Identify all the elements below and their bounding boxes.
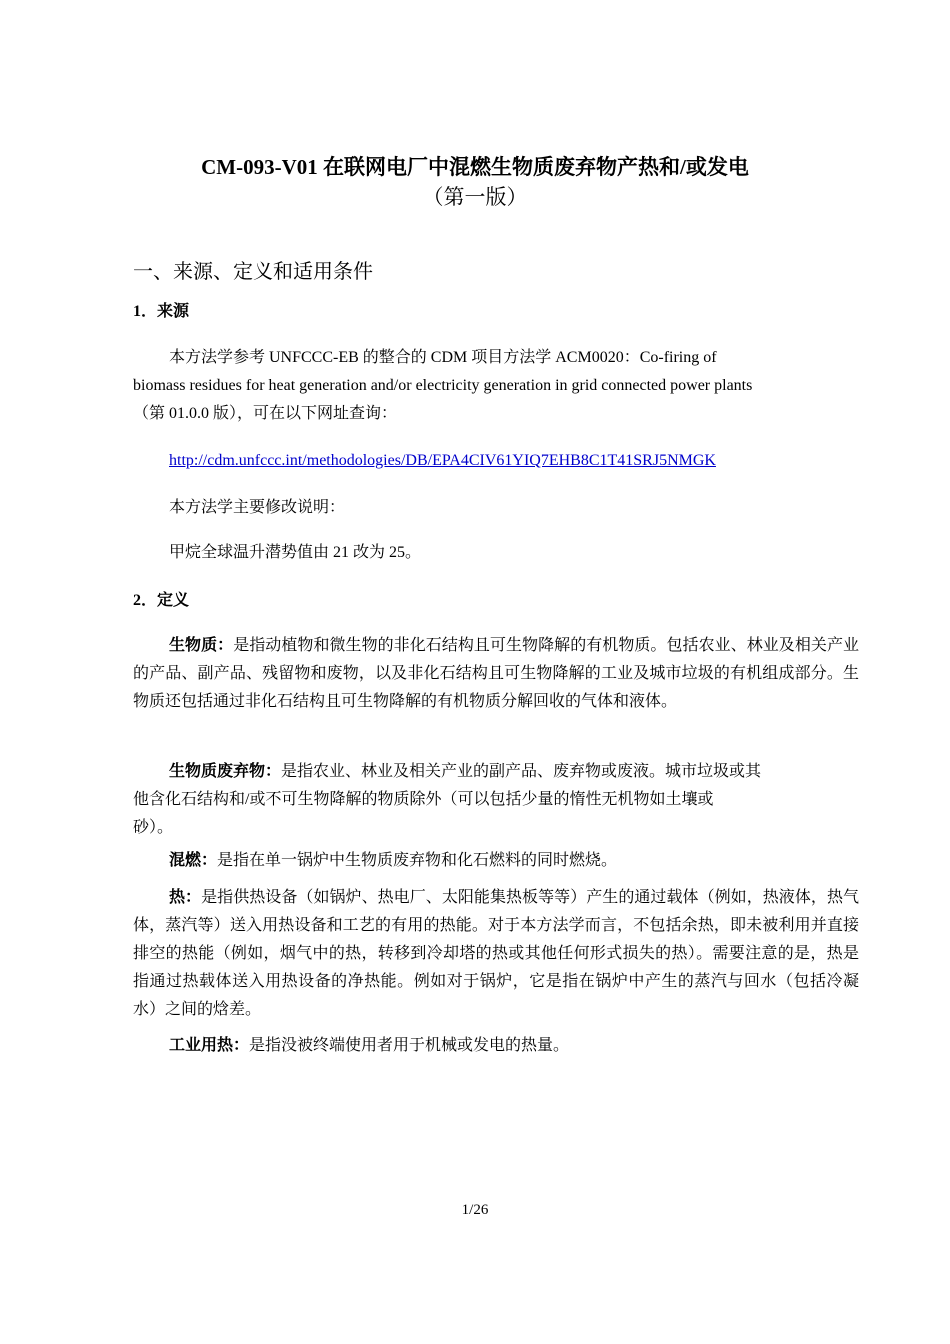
subsection-heading-definitions: 2．定义 xyxy=(133,592,190,609)
source-line-1: 本方法学参考 UNFCCC-EB 的整合的 CDM 项目方法学 ACM0020：Co-firing of xyxy=(169,349,717,366)
term-heat: 热： xyxy=(169,889,202,906)
term-process-heat: 工业用热： xyxy=(169,1037,250,1054)
source-line-2: biomass residues for heat generation and/or electricity generation in grid connected power plants xyxy=(133,377,753,394)
definition-biomass-text: 是指动植物和微生物的非化石结构且可生物降解的有机物质。包括农业、林业及相关产业的产品、副产品、残留物和废物，以及非化石结构且可生物降解的工业及城市垃圾的有机组成部分。生物质还包括通过非化石结构且可生物降解的有机物质分解回收的气体和液体。 xyxy=(133,637,859,710)
term-biomass-residue: 生物质废弃物： xyxy=(169,763,282,780)
definition-residue-line-3: 砂）。 xyxy=(133,819,174,836)
definition-biomass-residue xyxy=(133,758,859,842)
definition-residue-line-1 xyxy=(133,758,859,786)
definition-residue-text-1: 是指农业、林业及相关产业的副产品、废弃物或废液。城市垃圾或其 xyxy=(281,763,762,780)
section-heading-1: 一、来源、定义和适用条件 xyxy=(133,261,373,283)
document-title: CM-093-V01 在联网电厂中混燃生物质废弃物产热和/或发电 xyxy=(201,155,749,179)
definition-process-heat-text: 是指没被终端使用者用于机械或发电的热量。 xyxy=(249,1037,570,1054)
subsection-heading-source: 1．来源 xyxy=(133,303,190,320)
definition-heat-text: 是指供热设备（如锅炉、热电厂、太阳能集热板等等）产生的通过载体（例如，热液体，热气体，蒸汽等）送入用热设备和工艺的有用的热能。对于本方法学而言，不包括余热，即未被利用并直接排空的热能（例如，烟气中的热，转移到冷却塔的热或其他任何形式损失的热）。需要注意的是，热是指通过热载体送入用热设备的净热能。例如对于锅炉，它是指在锅炉中产生的蒸汽与回水（包括冷凝水）之间的焓差。 xyxy=(133,889,859,1018)
document-edition: （第一版） xyxy=(422,185,528,209)
revision-label: 本方法学主要修改说明： xyxy=(169,499,346,516)
definition-process-heat xyxy=(133,1032,859,1060)
methodology-url[interactable]: http://cdm.unfccc.int/methodologies/DB/EPA4CIV61YIQ7EHB8C1T41SRJ5NMGK xyxy=(169,452,716,469)
definition-heat xyxy=(133,884,859,1024)
definition-biomass xyxy=(133,632,859,716)
source-paragraph xyxy=(133,344,859,428)
page-number: 1/26 xyxy=(461,1202,489,1218)
definition-residue-line-2: 他含化石结构和/或不可生物降解的物质除外（可以包括少量的惰性无机物如土壤或 xyxy=(133,791,714,808)
definition-cofiring-text: 是指在单一锅炉中生物质废弃物和化石燃料的同时燃烧。 xyxy=(217,852,618,869)
source-line-3: （第 01.0.0 版），可在以下网址查询： xyxy=(133,405,398,422)
revision-text: 甲烷全球温升潜势值由 21 改为 25。 xyxy=(169,544,422,561)
methodology-link[interactable] xyxy=(169,447,716,475)
term-cofiring: 混燃： xyxy=(169,852,218,869)
definition-cofiring xyxy=(133,847,859,875)
term-biomass: 生物质： xyxy=(169,637,234,654)
